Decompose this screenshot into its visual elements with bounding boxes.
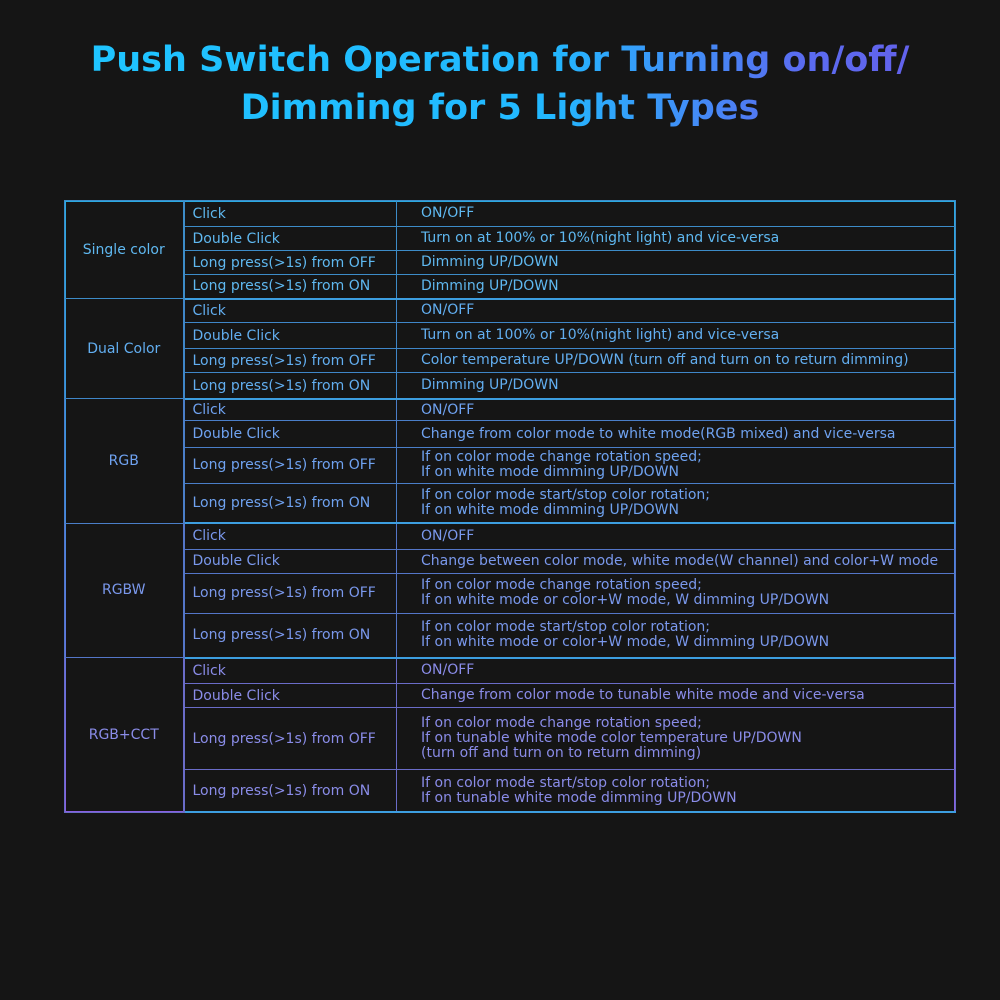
table-row — [65, 549, 956, 573]
page-title — [0, 36, 1000, 132]
description-line: Dimming UP/DOWN — [421, 377, 559, 394]
description-line: If on color mode change rotation speed; — [421, 715, 702, 732]
table-row — [65, 323, 956, 349]
table-row — [65, 483, 956, 523]
description-cell — [397, 523, 956, 549]
description-line: Turn on at 100% or 10%(night light) and vice-versa — [421, 327, 780, 344]
action-cell: Long press(>1s) from ON — [184, 275, 397, 299]
description-line: ON/OFF — [421, 205, 475, 222]
page-title-line-2: Dimming for 5 Light Types — [240, 88, 760, 128]
description-cell — [397, 201, 956, 227]
description-line: Dimming UP/DOWN — [421, 277, 559, 294]
light-type-cell: RGBW — [65, 523, 184, 657]
description-cell — [397, 299, 956, 323]
description-line: (turn off and turn on to return dimming) — [421, 745, 702, 762]
description-cell — [397, 613, 956, 657]
description-line: Turn on at 100% or 10%(night light) and vice-versa — [421, 230, 780, 247]
action-cell: Double Click — [184, 227, 397, 251]
description-line: If on color mode start/stop color rotation; — [421, 774, 711, 791]
table-row — [65, 227, 956, 251]
action-cell: Click — [184, 658, 397, 684]
description-line: Change between color mode, white mode(W channel) and color+W mode — [421, 552, 939, 569]
action-cell: Double Click — [184, 549, 397, 573]
light-type-cell: RGB+CCT — [65, 658, 184, 813]
light-type-cell: Dual Color — [65, 299, 184, 399]
light-type-cell: Single color — [65, 201, 184, 299]
action-cell: Click — [184, 523, 397, 549]
description-line: ON/OFF — [421, 662, 475, 679]
action-cell: Click — [184, 201, 397, 227]
action-cell: Long press(>1s) from OFF — [184, 447, 397, 483]
description-cell — [397, 573, 956, 613]
description-line: If on white mode or color+W mode, W dimming UP/DOWN — [421, 592, 830, 609]
action-cell: Long press(>1s) from ON — [184, 770, 397, 812]
description-line: Dimming UP/DOWN — [421, 254, 559, 271]
description-cell — [397, 399, 956, 421]
description-cell — [397, 275, 956, 299]
light-type-cell: RGB — [65, 399, 184, 523]
description-line: ON/OFF — [421, 302, 475, 319]
operation-table-container — [64, 200, 956, 813]
description-line: If on tunable white mode dimming UP/DOWN — [421, 789, 737, 806]
description-cell — [397, 323, 956, 349]
description-cell — [397, 708, 956, 770]
table-row — [65, 373, 956, 399]
action-cell: Double Click — [184, 421, 397, 447]
operation-table-body — [65, 201, 956, 813]
description-line: Change from color mode to tunable white mode and vice-versa — [421, 687, 865, 704]
action-cell: Double Click — [184, 684, 397, 708]
table-row — [65, 299, 956, 323]
table-row — [65, 708, 956, 770]
description-cell — [397, 227, 956, 251]
description-cell — [397, 549, 956, 573]
action-cell: Long press(>1s) from ON — [184, 483, 397, 523]
table-row — [65, 349, 956, 373]
table-row — [65, 251, 956, 275]
table-row — [65, 201, 956, 227]
table-row — [65, 447, 956, 483]
description-cell — [397, 770, 956, 812]
description-line: Color temperature UP/DOWN (turn off and turn on to return dimming) — [421, 352, 909, 369]
table-row — [65, 275, 956, 299]
description-cell — [397, 349, 956, 373]
description-line: ON/OFF — [421, 527, 475, 544]
table-row — [65, 684, 956, 708]
description-line: If on white mode dimming UP/DOWN — [421, 464, 679, 481]
description-cell — [397, 658, 956, 684]
description-cell — [397, 373, 956, 399]
description-cell — [397, 421, 956, 447]
table-row — [65, 613, 956, 657]
action-cell: Long press(>1s) from OFF — [184, 251, 397, 275]
description-line: Change from color mode to white mode(RGB mixed) and vice-versa — [421, 425, 896, 442]
description-line: If on white mode dimming UP/DOWN — [421, 501, 679, 518]
table-row — [65, 770, 956, 812]
action-cell: Click — [184, 299, 397, 323]
table-row — [65, 421, 956, 447]
description-cell — [397, 447, 956, 483]
description-line: If on color mode change rotation speed; — [421, 577, 702, 594]
action-cell: Click — [184, 399, 397, 421]
table-row — [65, 658, 956, 684]
table-row — [65, 523, 956, 549]
description-line: If on tunable white mode color temperature UP/DOWN — [421, 730, 802, 747]
description-cell — [397, 483, 956, 523]
description-line: If on color mode change rotation speed; — [421, 449, 702, 466]
table-row — [65, 399, 956, 421]
description-line: If on color mode start/stop color rotation; — [421, 486, 711, 503]
action-cell: Long press(>1s) from OFF — [184, 349, 397, 373]
description-line: If on color mode start/stop color rotation; — [421, 619, 711, 636]
description-line: ON/OFF — [421, 401, 475, 418]
operation-table — [64, 200, 956, 813]
description-line: If on white mode or color+W mode, W dimming UP/DOWN — [421, 634, 830, 651]
page-title-line-1: Push Switch Operation for Turning on/off/ — [90, 40, 910, 80]
action-cell: Long press(>1s) from ON — [184, 613, 397, 657]
action-cell: Double Click — [184, 323, 397, 349]
action-cell: Long press(>1s) from OFF — [184, 708, 397, 770]
description-cell — [397, 251, 956, 275]
description-cell — [397, 684, 956, 708]
table-row — [65, 573, 956, 613]
action-cell: Long press(>1s) from ON — [184, 373, 397, 399]
action-cell: Long press(>1s) from OFF — [184, 573, 397, 613]
